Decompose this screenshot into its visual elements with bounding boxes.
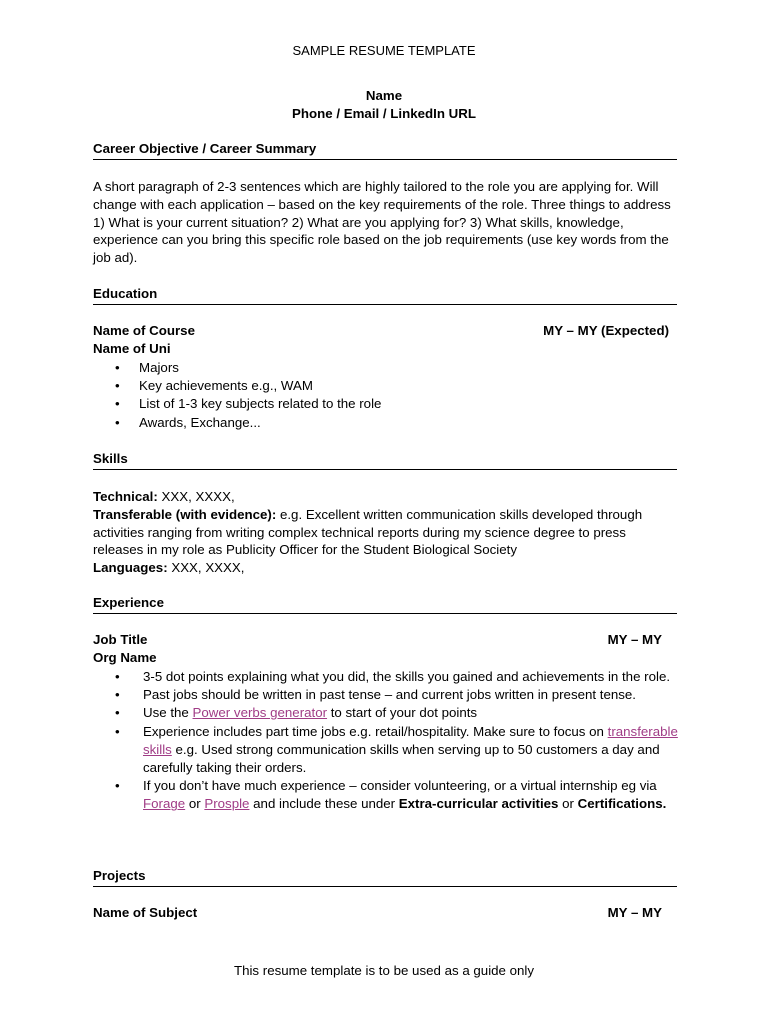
education-divider: [93, 304, 677, 305]
skills-heading: Skills: [93, 451, 128, 466]
transferable-skills-link[interactable]: transferable skills: [143, 723, 678, 757]
career-heading: Career Objective / Career Summary: [93, 141, 317, 156]
contact-line: Phone / Email / LinkedIn URL: [292, 106, 476, 121]
career-divider: [93, 159, 677, 160]
footer-note: This resume template is to be used as a guide only: [233, 963, 535, 978]
language-skills: [93, 559, 677, 577]
job-title: Job Title: [93, 632, 148, 647]
list-item: [93, 723, 683, 778]
org-name: Org Name: [93, 650, 157, 665]
experience-divider: [93, 613, 677, 614]
job-row: [93, 632, 662, 647]
candidate-name: Name: [365, 88, 403, 103]
list-item: [93, 704, 683, 722]
uni-name: Name of Uni: [93, 341, 171, 356]
experience-bullets: [93, 668, 683, 814]
text: Experience includes part time jobs e.g. retail/hospitality. Make sure to focus on: [143, 723, 608, 739]
transferable-value: e.g. Excellent written communication skills developed through activities ranging from writing complex technical reports during my science degree to press releases in my role as Publicity Officer for the Student Biological Society: [93, 506, 643, 558]
list-item: • Key achievements e.g., WAM: [93, 377, 683, 395]
languages-value: XXX, XXXX,: [167, 560, 245, 576]
languages-label: Languages:: [93, 560, 168, 576]
technical-value: XXX, XXXX,: [157, 489, 235, 504]
course-dates: MY – MY (Expected): [543, 323, 669, 338]
technical-skills: [93, 488, 677, 506]
bold-text: Certifications.: [577, 796, 667, 812]
course-name: Name of Course: [93, 323, 195, 338]
skills-divider: [93, 469, 677, 470]
forage-link[interactable]: Forage: [143, 796, 186, 812]
text: or: [185, 796, 205, 812]
list-item: • Majors: [93, 359, 683, 377]
transferable-label: Transferable (with evidence):: [93, 506, 277, 522]
skills-block: [93, 488, 677, 577]
text: Use the: [143, 705, 193, 721]
text: or: [558, 796, 578, 812]
education-course-row: [93, 323, 669, 338]
text: and include these under: [249, 796, 399, 812]
project-dates: MY – MY: [607, 905, 662, 920]
technical-label: Technical:: [93, 489, 158, 504]
project-row: [93, 905, 662, 920]
list-item: • Awards, Exchange...: [93, 414, 683, 432]
text: If you don’t have much experience – consider volunteering, or a virtual internship eg via: [143, 778, 657, 794]
list-item: • 3-5 dot points explaining what you did, the skills you gained and achievements in the role.: [93, 668, 683, 686]
projects-heading: Projects: [93, 868, 146, 883]
career-paragraph: A short paragraph of 2-3 sentences which are highly tailored to the role you are applying for. Will change with each application – based on the key requirements of the role. Three things to address 1) What is your current situation? 2) What are you applying for? 3) What skills, knowledge, experience can you bring this specific role based on the job requirements (use key words from the job ad).: [93, 179, 671, 266]
power-verbs-link[interactable]: Power verbs generator: [192, 705, 328, 721]
list-item: • Past jobs should be written in past tense – and current jobs written in present tense.: [93, 686, 683, 704]
transferable-skills: [93, 506, 677, 559]
projects-divider: [93, 886, 677, 887]
bold-text: Extra-curricular activities: [398, 796, 559, 812]
text: e.g. Used strong communication skills when serving up to 50 customers a day and carefully taking their orders.: [143, 741, 660, 776]
list-item: • List of 1-3 key subjects related to the role: [93, 395, 683, 413]
document-title: SAMPLE RESUME TEMPLATE: [292, 43, 476, 58]
job-dates: MY – MY: [607, 632, 662, 647]
education-heading: Education: [93, 286, 158, 301]
education-bullets: [93, 359, 683, 432]
subject-name: Name of Subject: [93, 905, 198, 920]
text: to start of your dot points: [327, 705, 478, 721]
experience-heading: Experience: [93, 595, 164, 610]
list-item: [93, 777, 683, 813]
prosple-link[interactable]: Prosple: [204, 796, 250, 812]
